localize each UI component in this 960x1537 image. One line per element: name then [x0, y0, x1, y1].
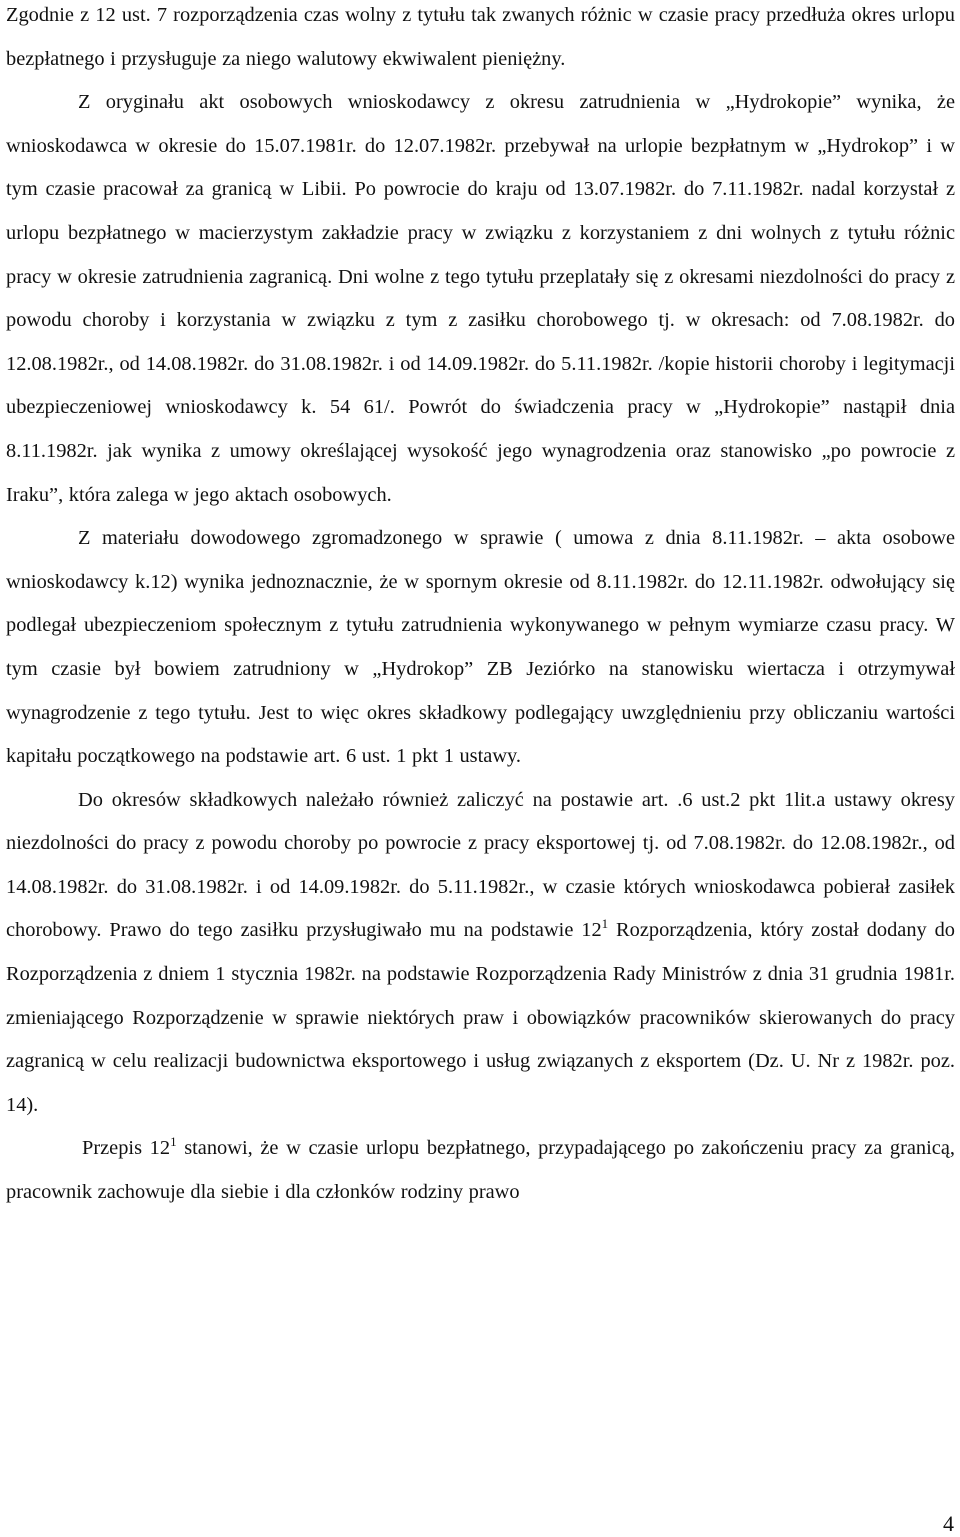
- paragraph-5-superscript: 1: [170, 1134, 177, 1150]
- paragraph-3: Z materiału dowodowego zgromadzonego w sprawie ( umowa z dnia 8.11.1982r. – akta osobowe wnioskodawcy k.12) wynika jednoznacznie, że w spornym okresie od 8.11.1982r. do 12.11.1982r. odwołujący się podlegał ubezpieczeniom społecznym z tytułu zatrudnienia wykonywanego w pełnym wymiarze czasu pracy. W tym czasie był bowiem zatrudniony w „Hydrokop” ZB Jeziórko na stanowisku wiertacza i otrzymywał wynagrodzenie z tego tytułu. Jest to więc okres składkowy podlegający uwzględnieniu przy obliczaniu wartości kapitału początkowego na podstawie art. 6 ust. 1 pkt 1 ustawy.: [6, 527, 955, 768]
- paragraph-5-text-a: Przepis 12: [82, 1137, 171, 1160]
- paragraph-2: Z oryginału akt osobowych wnioskodawcy z okresu zatrudnienia w „Hydrokopie” wynika, że wnioskodawca w okresie do 15.07.1981r. do 12.07.1982r. przebywał na urlopie bezpłatnym w „Hydrokop” i w tym czasie pracował za granicą w Libii. Po powrocie do kraju od 13.07.1982r. do 7.11.1982r. nadal korzystał z urlopu bezpłatnego w macierzystym zakładzie pracy w związku z korzystaniem z dni wolnych z tytułu różnic pracy w okresie zatrudnienia zagranicą. Dni wolne z tego tytułu przeplatały się z okresami niezdolności do pracy z powodu choroby i korzystania w związku z tym z zasiłku chorobowego tj. w okresach: od 7.08.1982r. do 12.08.1982r., od 14.08.1982r. do 31.08.1982r. i od 14.09.1982r. do 5.11.1982r. /kopie historii choroby i legitymacji ubezpieczeniowej wnioskodawcy k. 54 61/. Powrót do świadczenia pracy w „Hydrokopie” nastąpił dnia 8.11.1982r. jak wynika z umowy określającej wysokość jego wynagrodzenia oraz stanowisko „po powrocie z Iraku”, która zalega w jego aktach osobowych.: [6, 91, 955, 506]
- paragraph-5: [6, 1127, 955, 1214]
- paragraph-4-text-b: Rozporządzenia, który został dodany do Rozporządzenia z dniem 1 stycznia 1982r. na podstawie Rozporządzenia Rady Ministrów z dnia 31 grudnia 1981r. zmieniającego Rozporządzenie w sprawie niektórych praw i obowiązków pracowników skierowanych do pracy zagranicą w celu realizacji budownictwa eksportowego i usług związanych z eksportem (Dz. U. Nr z 1982r. poz. 14).: [6, 919, 955, 1116]
- paragraph-4-text-a: Do okresów składkowych należało również zaliczyć na postawie art. .6 ust.2 pkt 1lit.a ustawy okresy niezdolności do pracy z powodu choroby po powrocie z pracy eksportowej tj. od 7.08.1982r. do 12.08.1982r., od 14.08.1982r. do 31.08.1982r. i od 14.09.1982r. do 5.11.1982r., w czasie których wnioskodawca pobierał zasiłek chorobowy. Prawo do tego zasiłku przysługiwało mu na podstawie 12: [6, 788, 955, 942]
- paragraph-4-superscript: 1: [601, 916, 609, 932]
- paragraph-1: Zgodnie z 12 ust. 7 rozporządzenia czas wolny z tytułu tak zwanych różnic w czasie pracy przedłuża okres urlopu bezpłatnego i przysługuje za niego walutowy ekwiwalent pieniężny.: [6, 4, 955, 70]
- page-number: 4: [943, 1511, 954, 1536]
- paragraph-5-text-b: stanowi, że w czasie urlopu bezpłatnego, przypadającego po zakończeniu pracy za granicą, pracownik zachowuje dla siebie i dla członków rodziny prawo: [6, 1137, 955, 1204]
- paragraph-4: [6, 779, 955, 1128]
- document-page: [6, 0, 955, 1215]
